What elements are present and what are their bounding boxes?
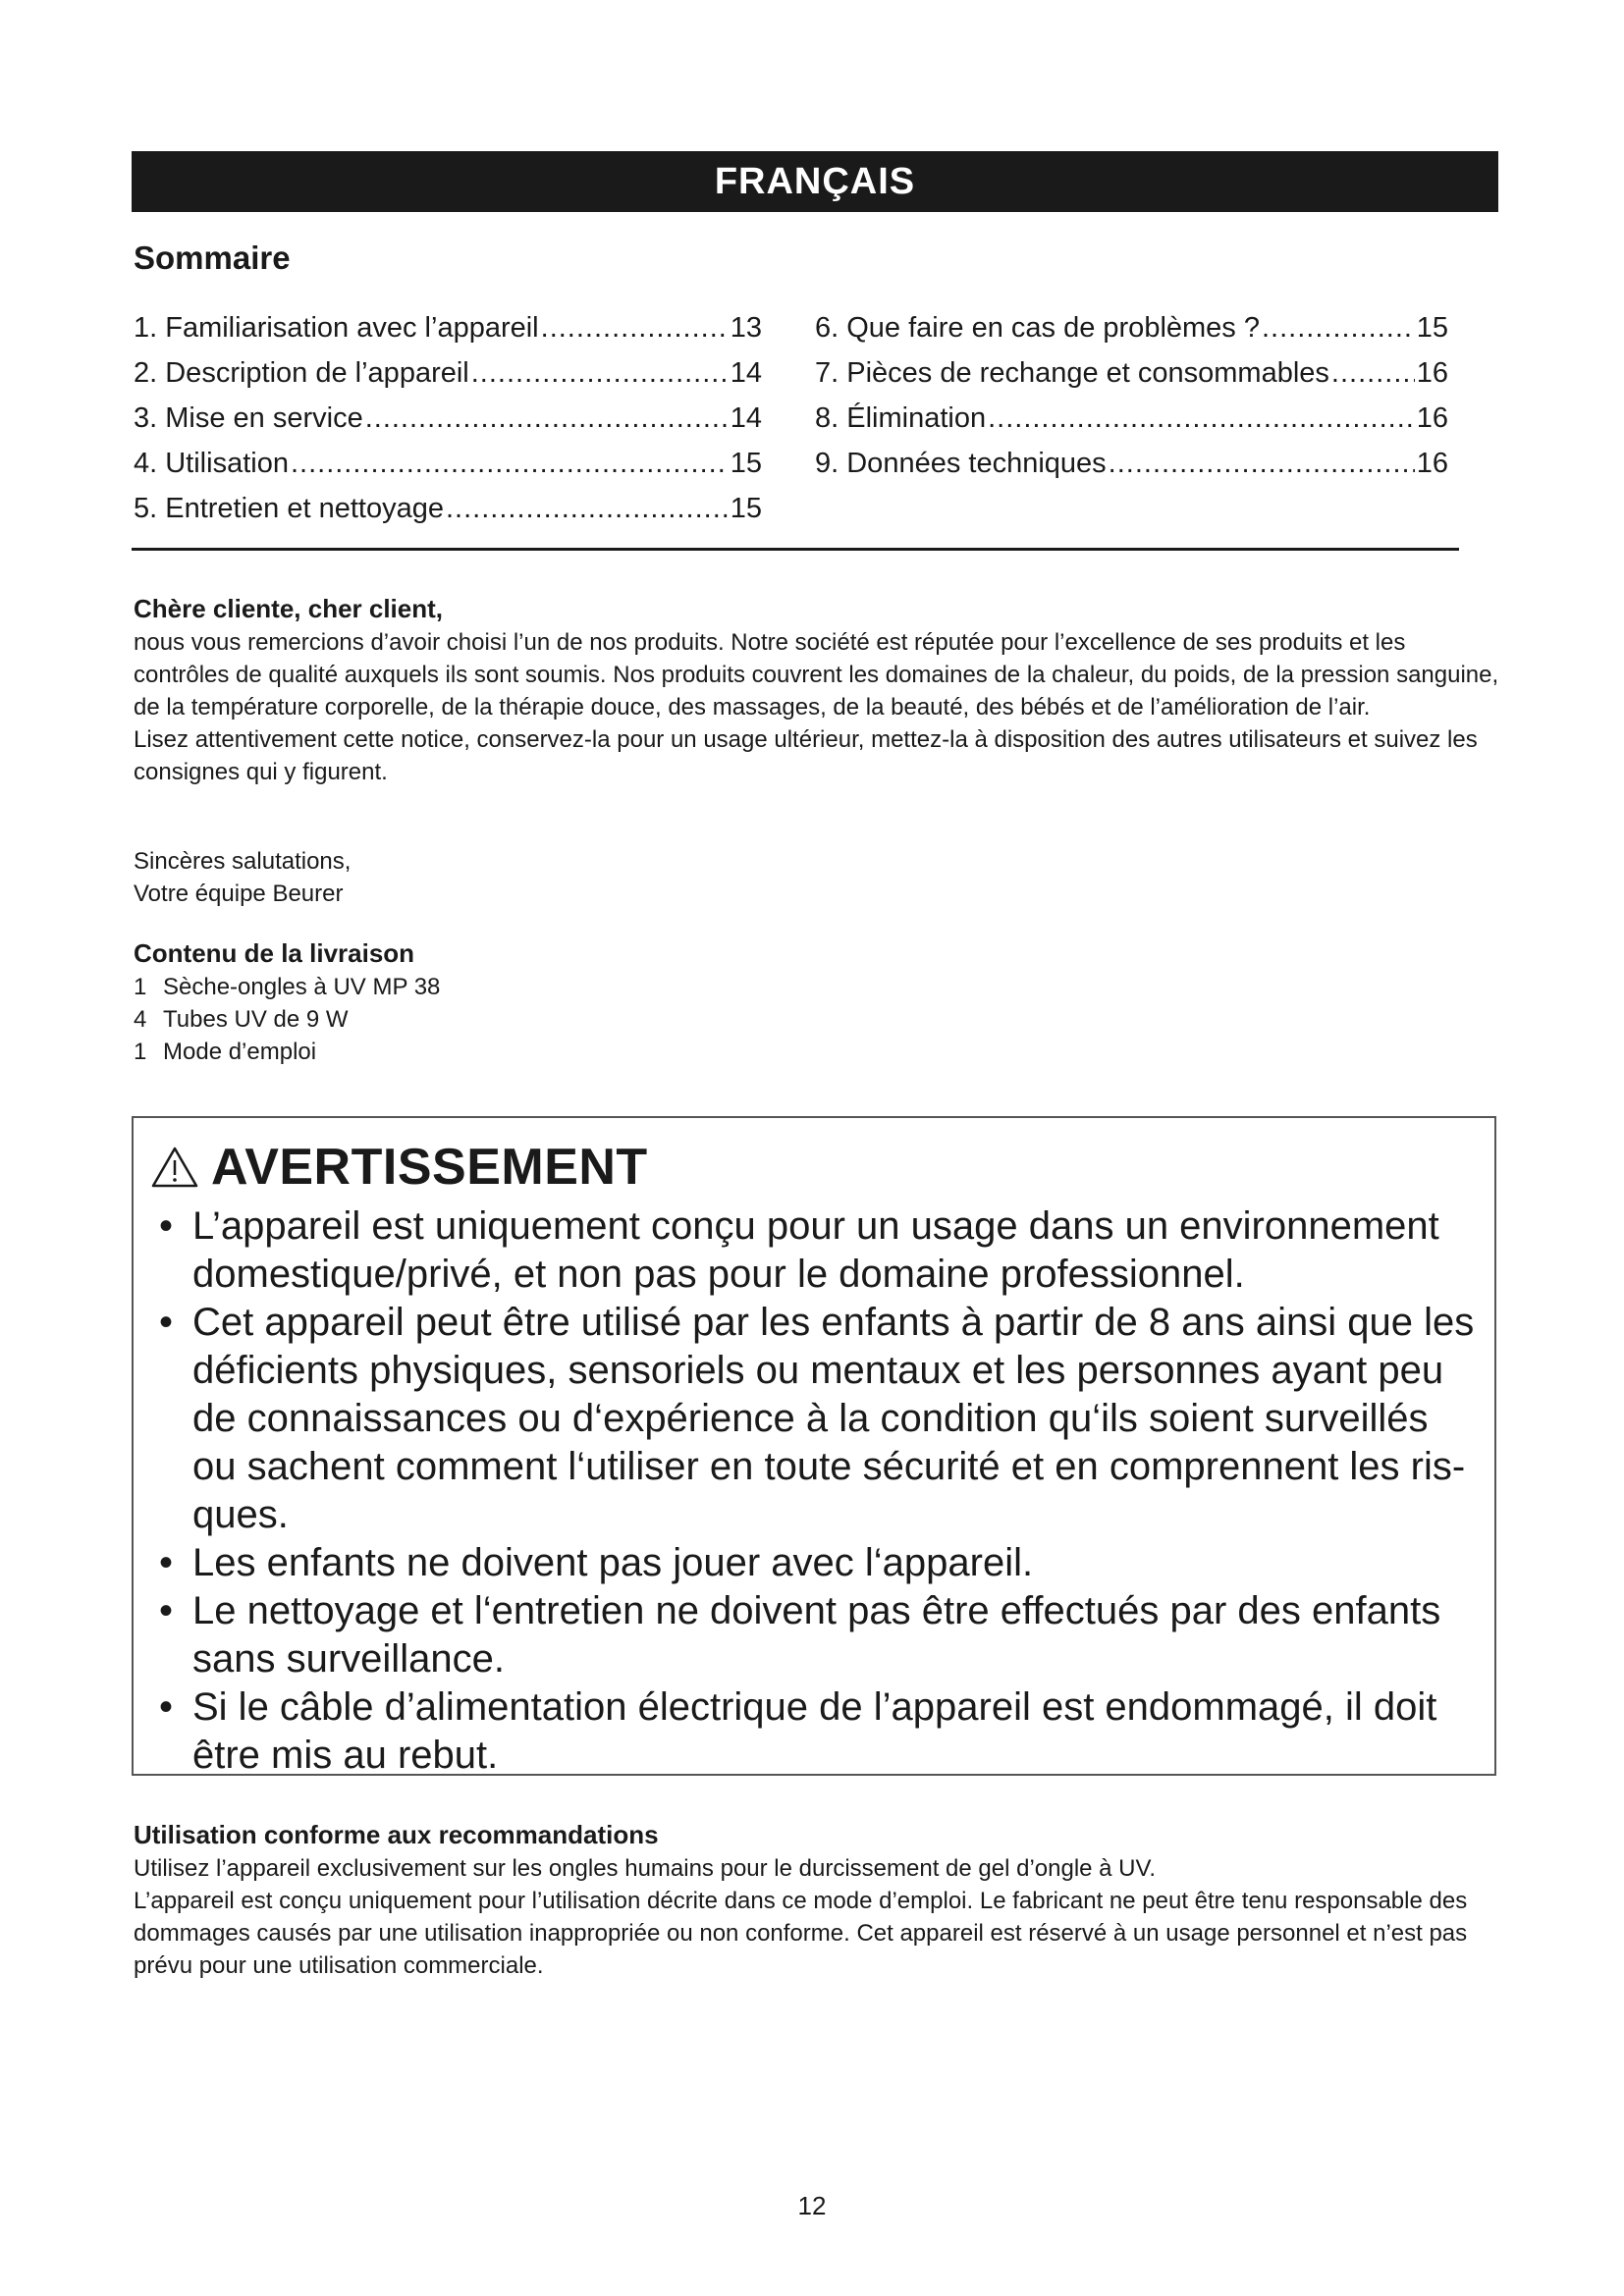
toc-entry: 3. Mise en service ..... 14 xyxy=(134,396,762,441)
toc-entry: 4. Utilisation ..... 15 xyxy=(134,441,762,486)
salutation xyxy=(134,845,1503,910)
greeting-heading: Chère cliente, cher client, xyxy=(134,594,444,623)
list-item: 1 Sèche-ongles à UV MP 38 xyxy=(134,974,441,1000)
warning-box xyxy=(132,1116,1496,1776)
warning-item: • Les enfants ne doivent pas jouer avec l‘appareil. xyxy=(151,1539,1477,1587)
toc-entry: 8. Élimination ..... 16 xyxy=(815,396,1448,441)
greeting-paragraph: nous vous remercions d’avoir choisi l’un de nos produits. Notre société est réputée pour l’excellence de ses produits et les contrôles de qualité auxquels ils sont soumis. Nos produits couvrent les domaines de la chaleur, du poids, de la pression sanguine, de la température corporelle, de la thérapie douce, des massages, de la beauté, des bébés et de l’amélioration de l’air. xyxy=(134,629,1499,721)
toc-entry: 7. Pièces de rechange et consommables ..... 16 xyxy=(815,350,1448,396)
intended-use-paragraph: Utilisez l’appareil exclusivement sur les ongles humains pour le durcissement de gel d’ongle à UV. xyxy=(134,1855,1156,1882)
closing-signature: Votre équipe Beurer xyxy=(134,881,344,907)
warning-item: • Le nettoyage et l‘entretien ne doivent pas être effectués par des enfants sans surveillance. xyxy=(151,1587,1477,1683)
intended-use-paragraph: L’appareil est conçu uniquement pour l’utilisation décrite dans ce mode d’emploi. Le fabricant ne peut être tenu responsable des dommages causés par une utilisation inappropriée ou non conforme. Cet appareil est réservé à un usage personnel et n’est pas prévu pour une utilisation commerciale. xyxy=(134,1888,1468,1979)
intended-use-heading: Utilisation conforme aux recommandations xyxy=(134,1820,659,1849)
list-item: 1 Mode d’emploi xyxy=(134,1039,317,1065)
delivery-heading: Contenu de la livraison xyxy=(134,938,415,968)
greeting-paragraph: Lisez attentivement cette notice, conservez-la pour un usage ultérieur, mettez-la à disposition des autres utilisateurs et suivez les consignes qui y figurent. xyxy=(134,726,1478,785)
toc-entry: 6. Que faire en cas de problèmes ? ..... 15 xyxy=(815,305,1448,350)
warning-item: • L’appareil est uniquement conçu pour un usage dans un environnement domestique/privé, et non pas pour le domaine professionnel. xyxy=(151,1202,1477,1299)
toc-entry: 5. Entretien et nettoyage ..... 15 xyxy=(134,486,762,531)
warning-title: AVERTISSEMENT xyxy=(211,1139,648,1196)
toc-left-column xyxy=(134,305,762,531)
closing-line: Sincères salutations, xyxy=(134,848,352,875)
toc-entry: 9. Données techniques ..... 16 xyxy=(815,441,1448,486)
warning-item: • Cet appareil peut être utilisé par les enfants à partir de 8 ans ainsi que les déficients physiques, sensoriels ou mentaux et les personnes ayant peu de connaissances ou d‘expérience à la condition qu‘ils soient surveillés ou sachent comment l‘utiliser en toute sécurité et en comprennent les ris-ques. xyxy=(151,1299,1477,1539)
language-banner: FRANÇAIS xyxy=(132,151,1498,212)
toc-title: Sommaire xyxy=(134,240,291,276)
toc-right-column xyxy=(815,305,1448,486)
greeting-section xyxy=(134,591,1503,788)
warning-heading xyxy=(150,1138,648,1197)
warning-triangle-icon xyxy=(150,1146,199,1189)
delivery-contents xyxy=(134,935,1503,1068)
toc-entry: 2. Description de l’appareil ..... 14 xyxy=(134,350,762,396)
list-item: 4 Tubes UV de 9 W xyxy=(134,1006,349,1033)
intended-use-section xyxy=(134,1817,1503,1982)
warning-list xyxy=(151,1202,1477,1780)
warning-item: • Si le câble d’alimentation électrique de l’appareil est endommagé, il doit être mis au rebut. xyxy=(151,1683,1477,1780)
section-divider xyxy=(132,548,1459,551)
page-number: 12 xyxy=(797,2191,827,2220)
toc-entry: 1. Familiarisation avec l’appareil ..... 13 xyxy=(134,305,762,350)
